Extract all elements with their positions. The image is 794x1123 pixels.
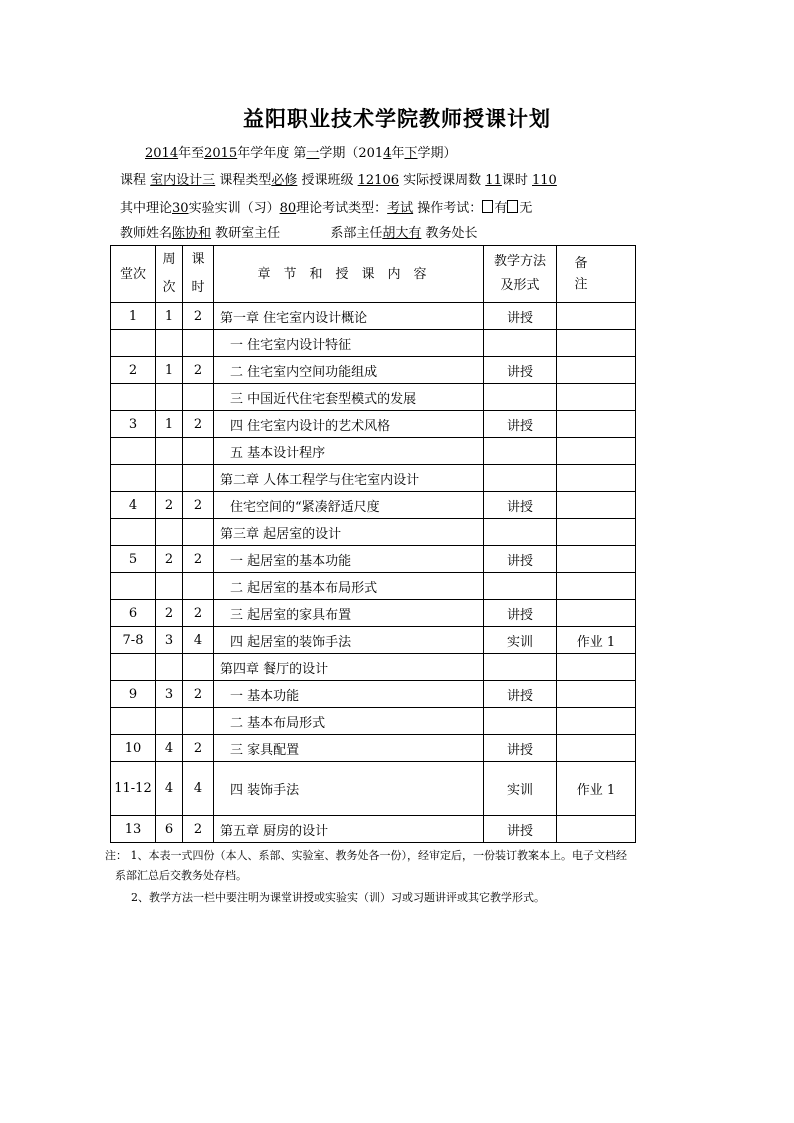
start-year: 2014	[145, 146, 179, 161]
method-cell: 讲授	[484, 681, 557, 708]
checkbox-yes[interactable]	[482, 200, 493, 213]
hours-breakdown-line	[120, 200, 532, 217]
week-cell: 3	[156, 627, 183, 654]
teacher-name: 陈协和	[172, 226, 212, 241]
method-cell: 讲授	[484, 492, 557, 519]
class-label: 授课班级	[301, 173, 354, 188]
week-cell	[156, 384, 183, 411]
method-cell	[484, 654, 557, 681]
remark-cell	[557, 519, 636, 546]
remark-cell	[557, 708, 636, 735]
course-type: 必修	[271, 173, 298, 188]
header-content: 章节和授课内容	[214, 246, 484, 303]
session-cell: 10	[111, 735, 156, 762]
week-cell	[156, 573, 183, 600]
week-cell	[156, 330, 183, 357]
option-yes: 有	[494, 201, 508, 216]
header-hours: 课时	[183, 246, 214, 303]
session-cell: 6	[111, 600, 156, 627]
remark-cell	[557, 573, 636, 600]
content-cell: 第一章 住宅室内设计概论	[214, 303, 484, 330]
remark-cell	[557, 681, 636, 708]
method-cell: 讲授	[484, 357, 557, 384]
content-cell: 第二章 人体工程学与住宅室内设计	[214, 465, 484, 492]
header-week: 周次	[156, 246, 183, 303]
theory-hours: 30	[172, 201, 189, 216]
session-cell: 7-8	[111, 627, 156, 654]
table-row	[111, 303, 636, 330]
hours-cell	[183, 573, 214, 600]
table-row	[111, 546, 636, 573]
remark-cell	[557, 384, 636, 411]
content-cell: 住宅空间的“紧凑舒适尺度	[214, 492, 484, 519]
method-cell: 讲授	[484, 735, 557, 762]
content-cell: 一 起居室的基本功能	[214, 546, 484, 573]
method-cell	[484, 708, 557, 735]
session-cell: 11-12	[111, 762, 156, 816]
method-cell	[484, 330, 557, 357]
method-cell: 讲授	[484, 411, 557, 438]
content-cell: 一 住宅室内设计特征	[214, 330, 484, 357]
hours-cell: 4	[183, 762, 214, 816]
hours-value: 110	[532, 173, 557, 188]
session-cell: 9	[111, 681, 156, 708]
session-cell	[111, 708, 156, 735]
table-row	[111, 654, 636, 681]
option-no: 无	[519, 201, 533, 216]
content-cell: 二 基本布局形式	[214, 708, 484, 735]
remark-cell: 作业 1	[557, 627, 636, 654]
content-cell: 二 住宅室内空间功能组成	[214, 357, 484, 384]
session-cell: 4	[111, 492, 156, 519]
session-cell	[111, 519, 156, 546]
term-number: 一	[306, 146, 320, 161]
week-cell: 4	[156, 762, 183, 816]
method-cell: 讲授	[484, 546, 557, 573]
table-row	[111, 438, 636, 465]
content-cell: 第五章 厨房的设计	[214, 816, 484, 843]
text: 学期（201	[319, 146, 384, 161]
dean-label: 教务处长	[425, 226, 478, 241]
course-line	[120, 173, 557, 189]
lab-hours: 80	[279, 201, 297, 216]
class-number: 12106	[357, 173, 399, 188]
table-row	[111, 465, 636, 492]
content-cell: 五 基本设计程序	[214, 438, 484, 465]
week-cell	[156, 654, 183, 681]
hours-cell	[183, 438, 214, 465]
hours-cell: 2	[183, 546, 214, 573]
hours-label: 课时	[501, 173, 528, 188]
remark-cell: 作业 1	[557, 762, 636, 816]
text: 年至	[178, 146, 205, 161]
content-cell: 三 家具配置	[214, 735, 484, 762]
year-digit: 4	[383, 146, 392, 161]
table-row	[111, 573, 636, 600]
hours-cell: 2	[183, 303, 214, 330]
week-cell: 3	[156, 681, 183, 708]
remark-cell	[557, 438, 636, 465]
week-cell: 1	[156, 411, 183, 438]
session-cell	[111, 438, 156, 465]
hours-cell	[183, 654, 214, 681]
dept-head-label: 教研室主任	[215, 226, 281, 241]
session-cell	[111, 573, 156, 600]
table-header-row	[111, 246, 636, 303]
session-cell	[111, 330, 156, 357]
table-row	[111, 627, 636, 654]
table-row	[111, 384, 636, 411]
remark-cell	[557, 411, 636, 438]
content-cell: 四 起居室的装饰手法	[214, 627, 484, 654]
header-session: 堂次	[111, 246, 156, 303]
table-row	[111, 330, 636, 357]
note-2: 2、教学方法一栏中要注明为课堂讲授或实验实（训）习或习题讲评或其它教学形式。	[131, 891, 545, 904]
table-row	[111, 411, 636, 438]
method-cell: 实训	[484, 762, 557, 816]
week-cell	[156, 519, 183, 546]
session-cell: 1	[111, 303, 156, 330]
content-cell: 三 起居室的家具布置	[214, 600, 484, 627]
schedule-table	[110, 245, 636, 843]
hours-cell: 2	[183, 492, 214, 519]
hours-cell	[183, 330, 214, 357]
session-cell: 2	[111, 357, 156, 384]
remark-cell	[557, 303, 636, 330]
faculty-head-name: 胡大有	[382, 226, 422, 241]
table-row	[111, 600, 636, 627]
hours-cell: 2	[183, 357, 214, 384]
table-row	[111, 519, 636, 546]
text: 年学年度 第	[237, 146, 307, 161]
remark-cell	[557, 654, 636, 681]
content-cell: 三 中国近代住宅套型模式的发展	[214, 384, 484, 411]
page-title: 益阳职业技术学院教师授课计划	[243, 106, 551, 131]
session-cell	[111, 654, 156, 681]
weeks-label: 实际授课周数	[403, 173, 482, 188]
checkbox-no[interactable]	[507, 200, 518, 213]
method-cell: 讲授	[484, 303, 557, 330]
remark-cell	[557, 546, 636, 573]
content-cell: 四 装饰手法	[214, 762, 484, 816]
content-cell: 四 住宅室内设计的艺术风格	[214, 411, 484, 438]
session-cell	[111, 384, 156, 411]
session-cell: 5	[111, 546, 156, 573]
table-row	[111, 681, 636, 708]
hours-cell: 4	[183, 627, 214, 654]
remark-cell	[557, 600, 636, 627]
op-exam-label: 操作考试：	[417, 201, 483, 216]
content-cell: 第四章 餐厅的设计	[214, 654, 484, 681]
exam-label: 理论考试类型：	[296, 201, 388, 216]
content-cell: 一 基本功能	[214, 681, 484, 708]
faculty-head-label: 系部主任	[330, 226, 383, 241]
week-cell: 2	[156, 546, 183, 573]
weeks-value: 11	[485, 173, 502, 188]
session-cell: 3	[111, 411, 156, 438]
hours-cell: 2	[183, 816, 214, 843]
method-cell	[484, 519, 557, 546]
text: 年	[391, 146, 405, 161]
table-row	[111, 708, 636, 735]
session-cell: 13	[111, 816, 156, 843]
week-cell: 1	[156, 357, 183, 384]
week-cell	[156, 465, 183, 492]
remark-cell	[557, 465, 636, 492]
week-cell: 2	[156, 600, 183, 627]
method-cell: 讲授	[484, 816, 557, 843]
table-row	[111, 492, 636, 519]
method-cell	[484, 573, 557, 600]
hours-cell	[183, 465, 214, 492]
remark-cell	[557, 816, 636, 843]
remark-cell	[557, 330, 636, 357]
week-cell: 4	[156, 735, 183, 762]
week-cell: 2	[156, 492, 183, 519]
week-cell	[156, 438, 183, 465]
hours-cell: 2	[183, 411, 214, 438]
remark-cell	[557, 735, 636, 762]
note-1: 注： 1、本表一式四份（本人、系部、实验室、教务处各一份），经审定后，一份装订教案本上。电子文档经	[105, 849, 627, 862]
header-remark: 备注	[557, 246, 636, 303]
term-line	[145, 146, 457, 162]
method-cell	[484, 384, 557, 411]
week-cell: 6	[156, 816, 183, 843]
content-cell: 第三章 起居室的设计	[214, 519, 484, 546]
method-cell	[484, 465, 557, 492]
note-1-cont: 系部汇总后交教务处存档。	[115, 869, 247, 882]
session-cell	[111, 465, 156, 492]
course-label: 课程	[120, 173, 147, 188]
lab-label: 实验实训（习）	[188, 201, 280, 216]
theory-label: 其中理论	[120, 201, 173, 216]
header-method: 教学方法及形式	[484, 246, 557, 303]
remark-cell	[557, 357, 636, 384]
exam-type: 考试	[387, 201, 414, 216]
half: 下	[404, 146, 418, 161]
type-label: 课程类型	[219, 173, 272, 188]
text: 学期）	[417, 146, 457, 161]
table-row	[111, 735, 636, 762]
hours-cell: 2	[183, 735, 214, 762]
remark-cell	[557, 492, 636, 519]
course-name: 室内设计三	[150, 173, 216, 188]
table-row	[111, 762, 636, 816]
hours-cell: 2	[183, 681, 214, 708]
table-row	[111, 816, 636, 843]
hours-cell	[183, 519, 214, 546]
method-cell	[484, 438, 557, 465]
method-cell: 讲授	[484, 600, 557, 627]
method-cell: 实训	[484, 627, 557, 654]
table-row	[111, 357, 636, 384]
hours-cell	[183, 384, 214, 411]
week-cell: 1	[156, 303, 183, 330]
teacher-label: 教师姓名	[120, 226, 173, 241]
week-cell	[156, 708, 183, 735]
hours-cell	[183, 708, 214, 735]
content-cell: 二 起居室的基本布局形式	[214, 573, 484, 600]
signature-line	[120, 226, 516, 242]
hours-cell: 2	[183, 600, 214, 627]
end-year: 2015	[204, 146, 238, 161]
